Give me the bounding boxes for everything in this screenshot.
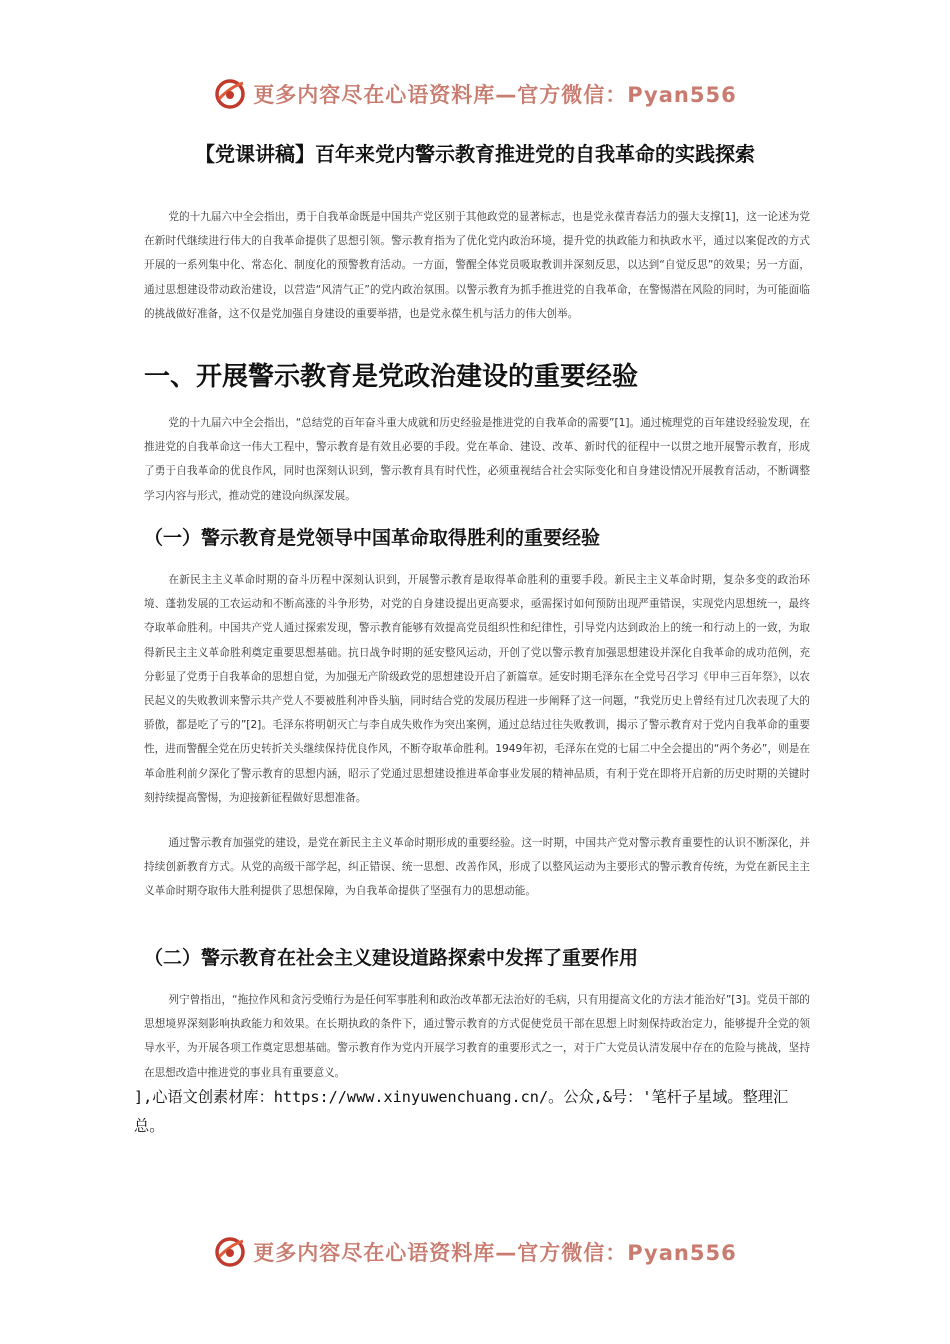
logo-icon xyxy=(213,77,247,111)
subsection-heading: （一）警示教育是党领导中国革命取得胜利的重要经验 xyxy=(144,527,601,549)
section-heading: 一、开展警示教育是党政治建设的重要经验 xyxy=(144,362,639,392)
subsection-heading: （二）警示教育在社会主义建设道路探索中发挥了重要作用 xyxy=(144,947,639,969)
subsection-paragraph: 在新民主主义革命时期的奋斗历程中深刻认识到，开展警示教育是取得革命胜利的重要手段。新民主主义革命时期，复杂多变的政治环境、蓬勃发展的工农运动和不断高涨的斗争形势，对党的自身建设提出更高要求，亟需探讨如何预防出现严重错误，实现党内思想统一，最终夺取革命胜利。中国共产党人通过探索发现，警示教育能够有效提高党员组织性和纪律性，引导党内达到政治上的统一和行动上的一致，为取得新民主主义革命胜利奠定重要思想基础。抗日战争时期的延安整风运动，开创了党以警示教育加强思想建设并深化自我革命的成功范例，充分彰显了党勇于自我革命的思想自觉，为加强无产阶级政党的思想建设开启了新篇章。延安时期毛泽东在全党号召学习《甲申三百年祭》，以农民起义的失败教训来警示共产党人不要被胜利冲昏头脑，同时结合党的发展历程进一步阐释了这一问题，“我党历史上曾经有过几次表现了大的骄傲，都是吃了亏的”[2]。毛泽东将明朝灭亡与李自成失败作为突出案例，通过总结过往失败教训，揭示了警示教育对于党内自我革命的重要性，进而警醒全党在历史转折关头继续保持优良作风，不断夺取革命胜利。1949年初，毛泽东在党的七届二中全会提出的“两个务必”，则是在革命胜利前夕深化了警示教育的思想内涵，昭示了党通过思想建设推进革命事业发展的精神品质，有利于党在即将开启新的历史时期的关键时刻持续提高警惕，为迎接新征程做好思想准备。 xyxy=(144,574,810,804)
source-note: ],心语文创素材库：https://www.xinyuwenchuang.cn/。公众,&号：'笔杆子星域。整理汇总。 xyxy=(134,1088,789,1135)
section-paragraph: 党的十九届六中全会指出，“总结党的百年奋斗重大成就和历史经验是推进党的自我革命的需要”[1]。通过梳理党的百年建设经验发现，在推进党的自我革命这一伟大工程中，警示教育是有效且必要的手段。党在革命、建设、改革、新时代的征程中一以贯之地开展警示教育，形成了勇于自我革命的优良作风，同时也深刻认识到，警示教育具有时代性，必须重视结合社会实际变化和自身建设情况开展教育活动，不断调整学习内容与形式，推动党的建设向纵深发展。 xyxy=(144,417,810,502)
watermark-text: 更多内容尽在心语资料库—官方微信：Pyan556 xyxy=(253,1241,737,1265)
intro-paragraph: 党的十九届六中全会指出，勇于自我革命既是中国共产党区别于其他政党的显著标志，也是党永葆青春活力的强大支撑[1]，这一论述为党在新时代继续进行伟大的自我革命提供了思想引领。警示教育指为了优化党内政治环境，提升党的执政能力和执政水平，通过以案促改的方式开展的一系列集中化、常态化、制度化的预警教育活动。一方面，警醒全体党员吸取教训并深刻反思，以达到“自觉反思”的效果；另一方面，通过思想建设带动政治建设，以营造“风清气正”的党内政治氛围。以警示教育为抓手推进党的自我革命，在警惕潜在风险的同时，为可能面临的挑战做好准备，这不仅是党加强自身建设的重要举措，也是党永葆生机与活力的伟大创举。 xyxy=(144,211,810,320)
page-title: 【党课讲稿】百年来党内警示教育推进党的自我革命的实践探索 xyxy=(195,142,755,166)
watermark-text: 更多内容尽在心语资料库—官方微信：Pyan556 xyxy=(253,83,737,107)
footer-watermark xyxy=(0,1232,950,1272)
subsection-paragraph: 列宁曾指出，“拖拉作风和贪污受贿行为是任何军事胜利和政治改革都无法治好的毛病，只有用提高文化的方法才能治好”[3]。党员干部的思想境界深刻影响执政能力和效果。在长期执政的条件下，通过警示教育的方式促使党员干部在思想上时刻保持政治定力，能够提升全党的领导水平，为开展各项工作奠定思想基础。警示教育作为党内开展学习教育的重要形式之一，对于广大党员认清发展中存在的危险与挑战，坚持在思想改造中推进党的事业具有重要意义。 xyxy=(144,994,810,1079)
header-watermark xyxy=(0,74,950,114)
subsection-paragraph: 通过警示教育加强党的建设，是党在新民主主义革命时期形成的重要经验。这一时期，中国共产党对警示教育重要性的认识不断深化，并持续创新教育方式。从党的高级干部学起，纠正错误、统一思想、改善作风，形成了以整风运动为主要形式的警示教育传统，为党在新民主主义革命时期夺取伟大胜利提供了思想保障，为自我革命提供了坚强有力的思想动能。 xyxy=(144,837,810,898)
logo-icon xyxy=(213,1235,247,1269)
